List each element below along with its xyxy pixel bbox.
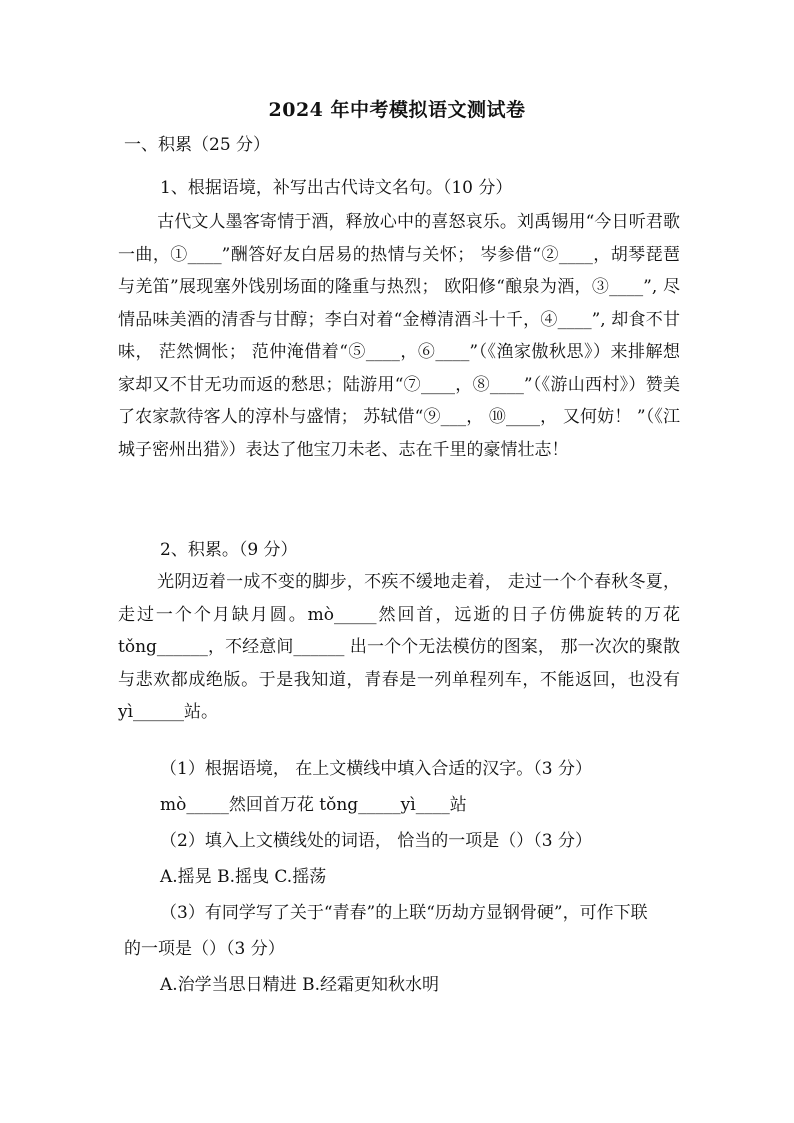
question-1-passage-text: 古代文人墨客寄情于酒，释放心中的喜怒哀乐。刘禹锡用“今日听君歌一曲，①____”酬答好友白居易的热情与关怀； 岑参借“②____，胡琴琵琶与羌笛”展现塞外饯别场面的隆重与热烈； 欧阳修“酿泉为酒，③____”, 尽情品味美酒的清香与甘醇；李白对着“金樽清酒斗十千，④____”, 却食不甘味， 茫然惆怅； 范仲淹借着“⑤____，⑥____”（《渔家傲秋思》）来排解想家却又不甘无功而返的愁思；陆游用“⑦____，⑧____”（《游山西村》）赞美了农家款待客人的淳朴与盛情； 苏轼借“⑨___， ⑩____， 又何妨！ ”（《江城子密州出猎》）表达了他宝刀未老、志在千里的豪情壮志！ — [118, 212, 680, 460]
sub-question-2-options: A.摇晃 B.摇曳 C.摇荡 — [160, 867, 327, 887]
question-2-passage — [118, 566, 680, 729]
sub-question-1-blanks: mò_____然回首万花 tǒng_____yì____站 — [160, 795, 467, 815]
section-heading-accumulation: 一、积累（25 分） — [124, 135, 271, 155]
document-title: 2024 年中考模拟语文测试卷 — [268, 99, 526, 121]
sub-question-3-line-1: （3）有同学写了关于“青春”的上联“历劫方显钢骨硬”，可作下联 — [160, 903, 648, 923]
sub-question-1: （1）根据语境， 在上文横线中填入合适的汉字。（3 分） — [160, 759, 592, 779]
question-2-passage-text: 光阴迈着一成不变的脚步，不疾不缓地走着， 走过一个个春秋冬夏，走过一个个月缺月圆。mò_____然回首，远逝的日子仿佛旋转的万花 tǒng______，不经意间______ 出一个个无法模仿的图案， 那一次次的聚散与悲欢都成绝版。于是我知道，青春是一列单程列车，不能返回，也没有 yì______站。 — [118, 572, 680, 722]
sub-question-3-line-2: 的一项是（）（3 分） — [124, 939, 285, 959]
sub-question-2: （2）填入上文横线处的词语， 恰当的一项是（）（3 分） — [160, 831, 592, 851]
question-1-heading: 1、根据语境，补写出古代诗文名句。（10 分） — [160, 178, 513, 198]
question-1-passage — [118, 206, 680, 466]
question-2-heading: 2、积累。（9 分） — [160, 540, 298, 560]
sub-question-3-options: A.治学当思日精进 B.经霜更知秋水明 — [160, 975, 439, 995]
